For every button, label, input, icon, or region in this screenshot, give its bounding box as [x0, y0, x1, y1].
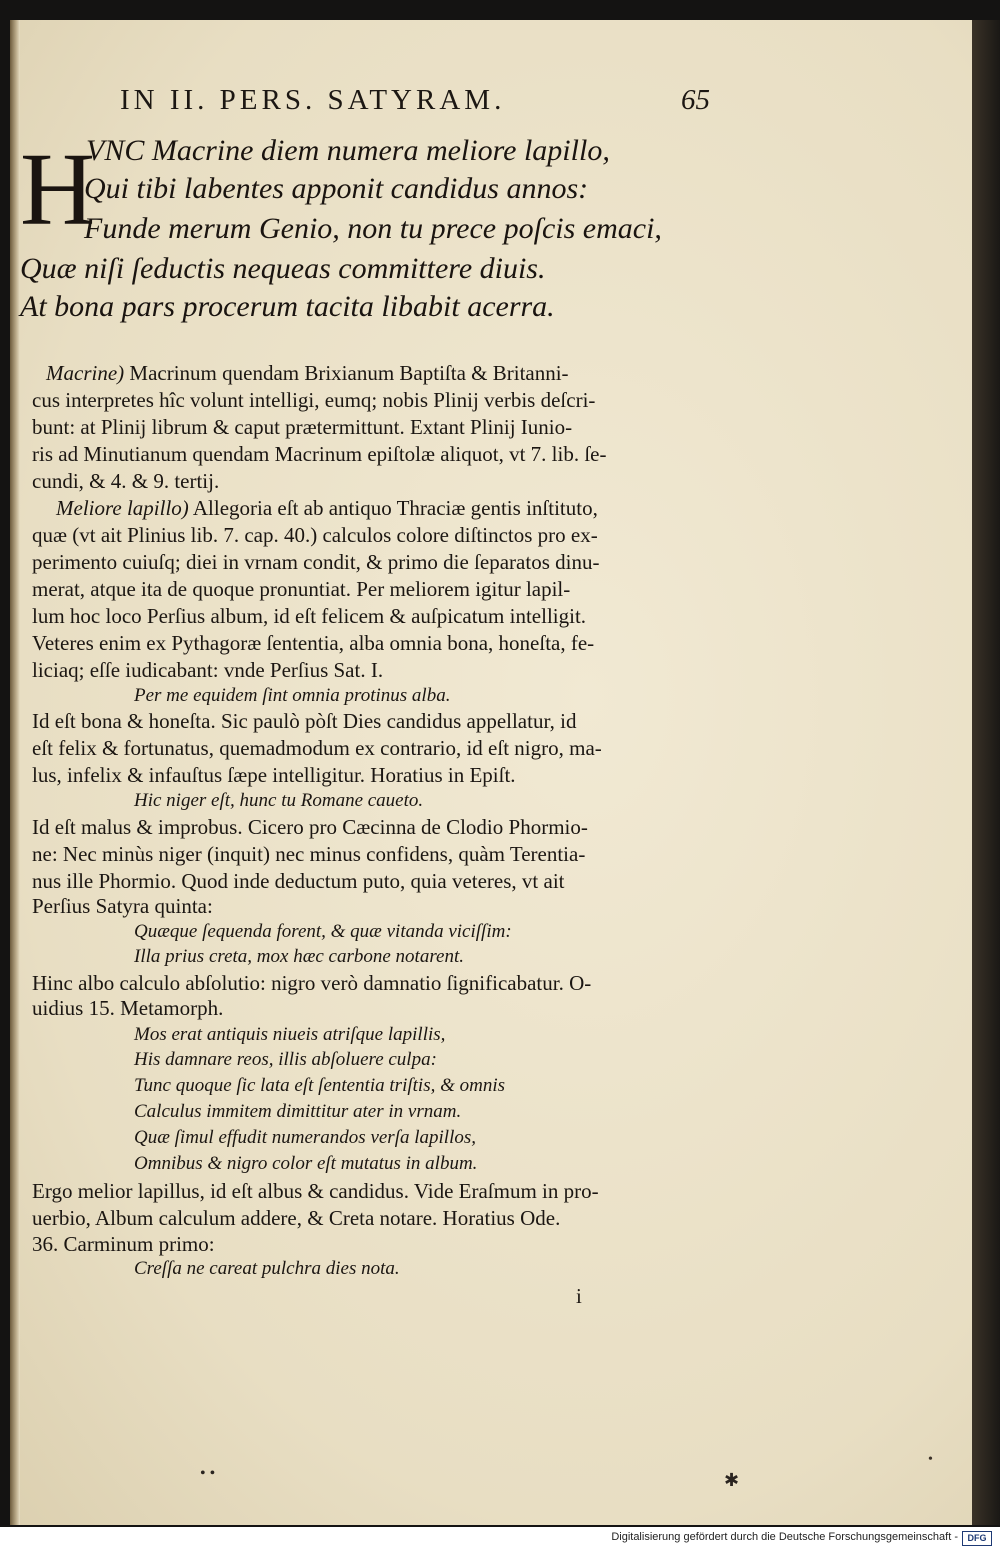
quotation-line: Omnibus & nigro color eſt mutatus in album. — [134, 1153, 478, 1174]
commentary-line: Id eſt malus & improbus. Cicero pro Cæcinna de Clodio Phormio- — [32, 815, 588, 839]
commentary-line: uerbio, Album calculum addere, & Creta notare. Horatius Ode. — [32, 1206, 561, 1230]
commentary-line: cundi, & 4. & 9. tertij. — [32, 469, 220, 493]
commentary-line: Perſius Satyra quinta: — [32, 894, 213, 918]
verse-line-4: Quæ niſi ſeductis nequeas committere diuis. — [20, 252, 546, 285]
commentary-line: lum hoc loco Perſius album, id eſt felicem & auſpicatum intelligit. — [32, 604, 587, 628]
quotation-line: Hic niger eſt, hunc tu Romane caueto. — [134, 790, 424, 811]
commentary-line: Macrine) Macrinum quendam Brixianum Baptiſta & Britanni- — [46, 361, 569, 385]
commentary-line: Ergo melior lapillus, id eſt albus & candidus. Vide Eraſmum in pro- — [32, 1179, 599, 1203]
drop-capital: H — [20, 132, 96, 247]
quotation-line: His damnare reos, illis abſoluere culpa: — [134, 1049, 437, 1070]
digitization-footer — [0, 1527, 1000, 1549]
commentary-line: Veteres enim ex Pythagoræ ſententia, alba omnia bona, honeſta, fe- — [32, 631, 595, 655]
commentary-line: ris ad Minutianum quendam Macrinum epiſtolæ aliquot, vt 7. lib. ſe- — [32, 442, 607, 466]
page-edge — [972, 20, 1000, 1525]
verse-line-5: At bona pars procerum tacita libabit acerra. — [20, 290, 555, 323]
dfg-logo: DFG — [962, 1531, 992, 1546]
quotation-line: Tunc quoque ſic lata eſt ſententia triſtis, & omnis — [134, 1075, 506, 1096]
commentary-line: nus ille Phormio. Quod inde deductum puto, quia veteres, vt ait — [32, 869, 565, 893]
verse-line-3: Funde merum Genio, non tu prece poſcis emaci, — [84, 212, 662, 245]
quotation-line: Per me equidem ſint omnia protinus alba. — [134, 685, 451, 706]
page-gutter — [10, 20, 20, 1525]
commentary-line: Hinc albo calculo abſolutio: nigro verò damnatio ſignificabatur. O- — [32, 971, 592, 995]
commentary-line: Meliore lapillo) Allegoria eſt ab antiquo Thraciæ gentis inſtituto, — [56, 496, 598, 520]
verse-line-2: Qui tibi labentes apponit candidus annos: — [84, 172, 589, 205]
commentary-line: bunt: at Plinij librum & caput prætermittunt. Extant Plinij Iunio- — [32, 415, 573, 439]
ink-speck: ✱ — [724, 1470, 740, 1490]
quotation-line: Creſſa ne careat pulchra dies nota. — [134, 1258, 400, 1279]
running-title: IN II. PERS. SATYRAM. — [120, 84, 506, 116]
ink-speck: • • — [200, 1465, 216, 1482]
verse-line-1: VNC Macrine diem numera meliore lapillo, — [86, 134, 610, 167]
ink-speck: • — [928, 1452, 933, 1467]
commentary-line: merat, atque ita de quoque pronuntiat. Per meliorem igitur lapil- — [32, 577, 571, 601]
quotation-line: Calculus immitem dimittitur ater in vrnam. — [134, 1101, 462, 1122]
commentary-line: lus, infelix & infauſtus ſæpe intelligitur. Horatius in Epiſt. — [32, 763, 516, 787]
page-number: 65 — [681, 84, 710, 116]
commentary-line: eſt felix & fortunatus, quemadmodum ex contrario, id eſt nigro, ma- — [32, 736, 602, 760]
commentary-line: uidius 15. Metamorph. — [32, 996, 224, 1020]
commentary-line: perimento cuiuſq; diei in vrnam condit, & primo die ſeparatos dinu- — [32, 550, 600, 574]
running-header — [120, 84, 710, 124]
commentary-line: cus interpretes hîc volunt intelligi, eumq; nobis Plinij verbis deſcri- — [32, 388, 596, 412]
quotation-line: Mos erat antiquis niueis atriſque lapillis, — [134, 1024, 446, 1045]
signature-mark: i — [576, 1284, 582, 1308]
quotation-line: Quæque ſequenda forent, & quæ vitanda viciſſim: — [134, 921, 512, 942]
quotation-line: Quæ ſimul effudit numerandos verſa lapillos, — [134, 1127, 476, 1148]
funding-credit: Digitalisierung gefördert durch die Deutsche Forschungsgemeinschaft - — [611, 1531, 958, 1543]
commentary-line: Id eſt bona & honeſta. Sic paulò pòſt Dies candidus appellatur, id — [32, 709, 577, 733]
commentary-line: 36. Carminum primo: — [32, 1232, 215, 1256]
commentary-line: liciaq; eſſe iudicabant: vnde Perſius Sat. I. — [32, 658, 384, 682]
commentary-line: ne: Nec minùs niger (inquit) nec minus confidens, quàm Terentia- — [32, 842, 586, 866]
commentary-line: quæ (vt ait Plinius lib. 7. cap. 40.) calculos colore diſtinctos pro ex- — [32, 523, 598, 547]
quotation-line: Illa prius creta, mox hæc carbone notarent. — [134, 946, 464, 967]
